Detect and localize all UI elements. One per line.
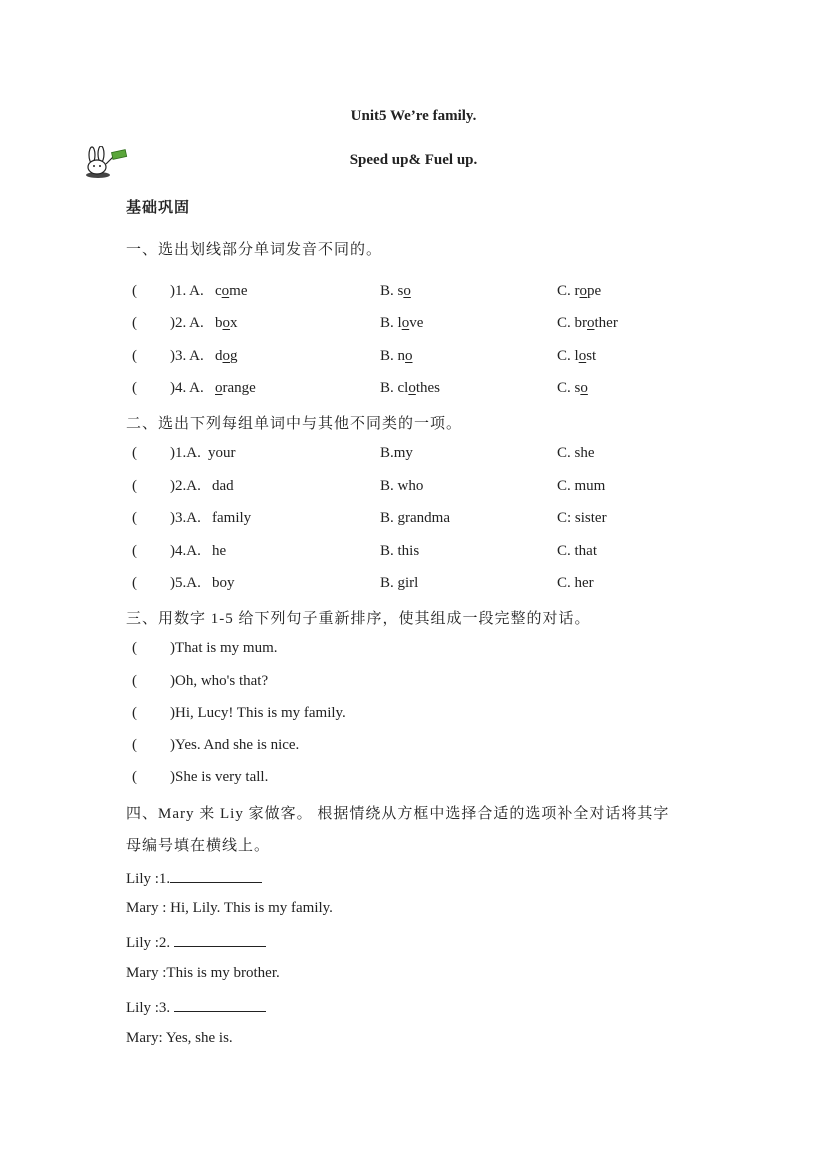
option-b: B. this xyxy=(380,543,420,559)
list-item xyxy=(126,640,726,662)
dialogue-line xyxy=(126,997,266,1017)
option-a: boy xyxy=(212,575,235,591)
dialogue-line: Mary :This is my brother. xyxy=(126,965,280,981)
answer-paren[interactable]: ( xyxy=(132,543,137,559)
answer-paren[interactable]: ( xyxy=(132,737,137,753)
answer-paren[interactable]: ( xyxy=(132,510,137,526)
list-item xyxy=(126,478,726,500)
list-item xyxy=(126,769,726,791)
item-number: )5.A. xyxy=(170,575,201,591)
option-c: C. so xyxy=(557,380,588,396)
section4-heading: 四、Mary 来 Liy 家做客。 根据情绕从方框中选择合适的选项补全对话将其字 xyxy=(126,806,670,822)
option-a: family xyxy=(212,510,252,526)
list-item xyxy=(126,705,726,727)
list-item xyxy=(126,283,726,305)
page-subtitle: Speed up& Fuel up. xyxy=(349,152,478,168)
answer-blank[interactable] xyxy=(174,997,266,1012)
list-item xyxy=(126,737,726,759)
item-number: )3. A. xyxy=(170,348,204,364)
answer-paren[interactable]: ( xyxy=(132,640,137,656)
option-b: B. so xyxy=(380,283,411,299)
item-number: )4.A. xyxy=(170,543,201,559)
option-a: come xyxy=(215,283,248,299)
list-item xyxy=(126,510,726,532)
option-c: C. lost xyxy=(557,348,597,364)
item-number: )1. A. xyxy=(170,283,204,299)
sentence-text: )Yes. And she is nice. xyxy=(170,737,300,753)
dialogue-text: Lily :3. xyxy=(126,1000,174,1016)
item-number: )4. A. xyxy=(170,380,204,396)
option-c: C: sister xyxy=(557,510,607,526)
answer-paren[interactable]: ( xyxy=(132,445,137,461)
option-a: box xyxy=(215,315,238,331)
list-item xyxy=(126,348,726,370)
list-item xyxy=(126,445,726,467)
option-a: your xyxy=(208,445,236,461)
option-c: C. her xyxy=(557,575,594,591)
answer-paren[interactable]: ( xyxy=(132,478,137,494)
list-item xyxy=(126,673,726,695)
option-b: B. who xyxy=(380,478,424,494)
option-c: C. she xyxy=(557,445,595,461)
section2-heading: 二、选出下列每组单词中与其他不同类的一项。 xyxy=(126,416,463,432)
option-b: B. clothes xyxy=(380,380,441,396)
option-b: B. no xyxy=(380,348,413,364)
answer-blank[interactable] xyxy=(174,932,266,947)
option-a: he xyxy=(212,543,227,559)
option-b: B. grandma xyxy=(380,510,450,526)
answer-paren[interactable]: ( xyxy=(132,575,137,591)
basics-heading: 基础巩固 xyxy=(126,200,191,216)
dialogue-text: Lily :2. xyxy=(126,935,174,951)
section3-heading: 三、用数字 1-5 给下列句子重新排序，使其组成一段完整的对话。 xyxy=(126,611,591,627)
item-number: )1.A. xyxy=(170,445,201,461)
item-number: )3.A. xyxy=(170,510,201,526)
dialogue-line xyxy=(126,932,266,952)
answer-paren[interactable]: ( xyxy=(132,315,137,331)
option-b: B. girl xyxy=(380,575,419,591)
item-number: )2.A. xyxy=(170,478,201,494)
sentence-text: )She is very tall. xyxy=(170,769,269,785)
option-c: C. brother xyxy=(557,315,618,331)
sentence-text: )Hi, Lucy! This is my family. xyxy=(170,705,346,721)
dialogue-line xyxy=(126,868,262,888)
option-b: B. love xyxy=(380,315,424,331)
answer-paren[interactable]: ( xyxy=(132,283,137,299)
answer-paren[interactable]: ( xyxy=(132,705,137,721)
option-b: B.my xyxy=(380,445,413,461)
section4-heading-cont: 母编号填在横线上。 xyxy=(126,838,271,854)
answer-paren[interactable]: ( xyxy=(132,673,137,689)
option-c: C. rope xyxy=(557,283,602,299)
list-item xyxy=(126,543,726,565)
answer-paren[interactable]: ( xyxy=(132,380,137,396)
dialogue-line: Mary: Yes, she is. xyxy=(126,1030,233,1046)
page-title: Unit5 We’re family. xyxy=(350,108,477,124)
list-item xyxy=(126,380,726,402)
option-c: C. that xyxy=(557,543,597,559)
answer-paren[interactable]: ( xyxy=(132,348,137,364)
item-number: )2. A. xyxy=(170,315,204,331)
dialogue-text: Lily :1. xyxy=(126,871,171,887)
list-item xyxy=(126,575,726,597)
option-a: dad xyxy=(212,478,234,494)
list-item xyxy=(126,315,726,337)
option-a: orange xyxy=(215,380,256,396)
answer-blank[interactable] xyxy=(170,868,262,883)
sentence-text: )Oh, who's that? xyxy=(170,673,269,689)
option-c: C. mum xyxy=(557,478,606,494)
dialogue-line: Mary : Hi, Lily. This is my family. xyxy=(126,900,333,916)
option-a: dog xyxy=(215,348,238,364)
answer-paren[interactable]: ( xyxy=(132,769,137,785)
section1-heading: 一、选出划线部分单词发音不同的。 xyxy=(126,242,383,258)
sentence-text: )That is my mum. xyxy=(170,640,278,656)
